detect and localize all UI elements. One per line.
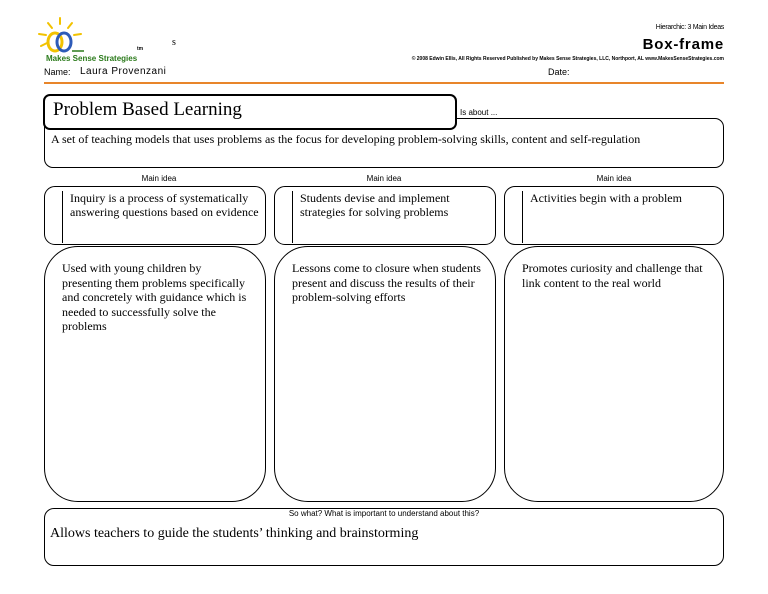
trademark: tm: [137, 46, 144, 52]
topic-title: Problem Based Learning: [53, 99, 242, 120]
main-idea-box-2: [274, 186, 496, 245]
main-idea-box-1: [44, 186, 266, 245]
header-divider: [44, 82, 724, 84]
brand-name: Makes Sense Strategies: [46, 54, 138, 63]
name-value: Laura Provenzani: [80, 66, 167, 77]
main-idea-divider: [292, 191, 293, 243]
main-idea-label-2: Main idea: [366, 174, 402, 183]
name-label: Name:: [44, 67, 71, 77]
detail-box-1: [44, 246, 266, 502]
copyright-line: © 2008 Edwin Ellis, All Rights Reserved Published by Makes Sense Strategies, LLC, Northport, AL www.MakesSenseStrategies.com: [411, 56, 724, 62]
date-label: Date:: [548, 67, 570, 77]
is-about-label: Is about ...: [460, 108, 498, 117]
main-idea-text-2: Students devise and implement strategies for solving problems: [300, 191, 450, 219]
detail-box-2: [274, 246, 496, 502]
main-idea-label-1: Main idea: [141, 174, 177, 183]
main-idea-divider: [522, 191, 523, 243]
so-what-label: So what? What is important to understand about this?: [288, 509, 480, 518]
detail-text-3: Promotes curiosity and challenge that link content to the real world: [522, 261, 703, 290]
topic-description: A set of teaching models that uses problems as the focus for developing problem-solving skills, content and self-regulation: [51, 132, 641, 146]
organizer-title: Box-frame: [642, 36, 724, 53]
detail-text-1: Used with young children by presenting them problems specifically and concretely with guidance which is needed to successfully solve the problems: [62, 261, 247, 333]
detail-text-2: Lessons come to closure when students present and discuss the results of their problem-solving efforts: [292, 261, 481, 304]
detail-box-3: [504, 246, 724, 502]
main-idea-text-1: Inquiry is a process of systematically answering questions based on evidence: [70, 191, 259, 219]
organizer-type: Hierarchic: 3 Main Ideas: [655, 24, 724, 31]
margin-mark: s: [172, 37, 176, 48]
main-idea-box-3: [504, 186, 724, 245]
main-idea-text-3: Activities begin with a problem: [530, 191, 682, 205]
main-idea-divider: [62, 191, 63, 243]
main-idea-label-3: Main idea: [596, 174, 632, 183]
so-what-text: Allows teachers to guide the students’ thinking and brainstorming: [50, 526, 419, 541]
makes-sense-logo-icon: [36, 16, 96, 56]
